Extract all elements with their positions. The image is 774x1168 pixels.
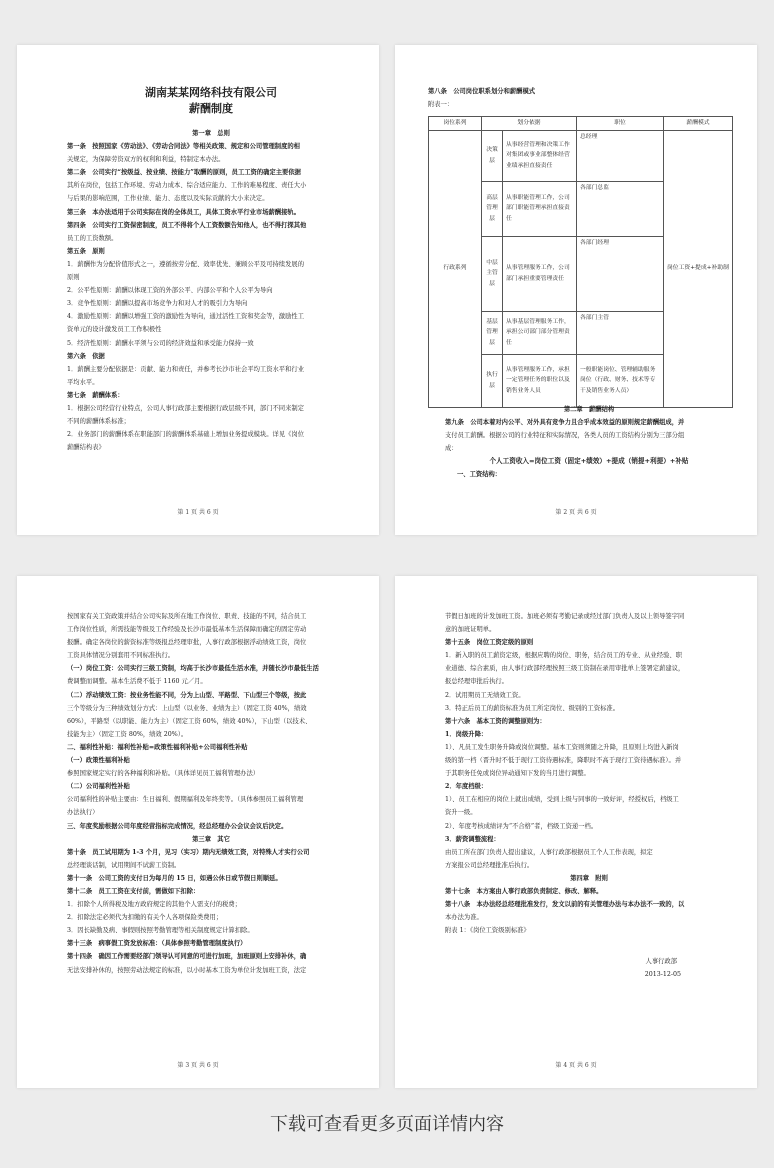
article-heading: 第八条 公司岗位职系划分和薪酬模式	[428, 88, 536, 95]
document-page-1	[17, 45, 379, 535]
text-line: 60%），平路型（以职能、能力为主）（固定工资 60%，绩效 40%），下山型（以技术、	[67, 717, 312, 725]
text-line: 三、年度奖励根据公司年度经营指标完成情况，经总经理办公会议会议后決定。	[67, 822, 288, 830]
text-line: 三个等级分为三种绩效划分方式：上山型（以业务、业绩为主）（固定工资 40%，绩效	[67, 704, 307, 712]
table-caption: 附表一：	[428, 101, 454, 109]
text-line: 2．扣除法定必须代为扣缴的有关个人各项保险类费用；	[67, 914, 223, 922]
text-line: 级的第一档（晋升时不低于现行工资待遇标准，降职时不高于现行工资待遇标准）。并	[445, 757, 682, 765]
page-content	[428, 85, 733, 111]
text-line: （一）政策性福利补贴	[67, 757, 130, 765]
text-line: 参照国家规定实行的各种福利和补贴。（具体详见员工福利管理办法）	[67, 770, 260, 778]
text-line: 2．公平性原则：薪酬以体现工资的外部公平、内部公平和个人公平为导向	[67, 287, 273, 295]
text-line: 1）、凡员工发生职务升降或岗位调整。基本工资则须随之升降，且原则上均进入新岗	[445, 743, 679, 751]
position-table	[428, 116, 733, 408]
text-line: 第十一条 公司工资的支付日为每月的 15 日，如遇公休日或节假日则顺延。	[67, 874, 282, 882]
page-footer: 第 1 页 共 6 页	[177, 509, 219, 516]
text-line: 由员工所在部门负责人提出建议，人事行政部根据员工个人工作表现，拟定	[445, 848, 653, 856]
basis-cell: 从事经营管理和决策工作对集团或事业部整体经营业绩承担直接责任	[503, 130, 577, 181]
page-content	[445, 403, 733, 482]
page-content	[67, 85, 355, 454]
page-content	[445, 610, 733, 982]
text-line: 1．薪酬主要分配依据是：贡献、能力和责任，并参考长沙市社会平均工资水平和行业	[67, 365, 304, 373]
table-header: 职位	[577, 117, 664, 131]
text-line: 第十四条 确因工作需要经部门领导认可同意的可进行加班，加班原则上安排补休，确	[67, 953, 307, 961]
text-line: 1．新入职的员工薪资定级，根据应聘的岗位、职务，结合员工的专业、从业经验、职	[445, 652, 682, 660]
text-line: 3．薪资调整流程：	[445, 835, 500, 843]
text-line: （二）公司福利性补贴	[67, 783, 130, 791]
company-name: 湖南某某网络科技有限公司	[145, 86, 277, 99]
text-line: 工作岗位性质，所需技能等级及工作经验及长沙市最低基本生活保障而确定的固定劳动	[67, 626, 307, 634]
text-line: 第十六条 基本工资的调整原则为：	[445, 717, 546, 725]
chapter-heading: 第三章 其它	[192, 835, 230, 843]
table-header: 薪酬模式	[664, 117, 733, 131]
text-line: 第三条 本办法适用于公司实际在岗的全体员工，具体工资水平行业市场薪酬接轨。	[67, 208, 300, 216]
document-page-2	[395, 45, 757, 535]
text-line: 技能为主）（固定工资 80%，绩效 20%）。	[67, 730, 188, 738]
text-line: 2）、年度考核成绩评为“不合格”者，档级工资递一档。	[445, 822, 598, 830]
table-header: 划分依据	[482, 117, 577, 131]
text-line: 二、福利性补贴：福利性补贴=政策性福利补贴+公司福利性补贴	[67, 743, 248, 751]
text-line: 4．激励性原则：薪酬以增强工资的激励性为导向，通过活性工资和奖金等，激励性工	[67, 313, 304, 321]
chapter-heading: 第二章 薪酬结构	[563, 406, 615, 413]
text-line: 员工的工资数额。	[67, 234, 118, 242]
page-footer: 第 3 页 共 6 页	[177, 1062, 219, 1069]
text-line: 附表 1：《岗位工资级别标准》	[445, 927, 530, 935]
text-line: 第十二条 员工工资在支付前，需做如下扣除：	[67, 887, 200, 895]
text-line: 第十五条 岗位工资定级的原则	[445, 639, 534, 647]
text-line: 公司福利性的补贴主要由：生日福利、假期福利及年终奖等。（具体参照员工福利管理	[67, 796, 304, 804]
text-line: 原则	[67, 274, 80, 282]
position-cell: 总经理	[577, 130, 664, 181]
text-line: 办法执行）	[67, 809, 99, 817]
text-line: （一）岗位工资：公司实行三级工资制，均高于长沙市最低生活水准，并随长沙市最低生活	[67, 665, 319, 673]
text-line: 工资具体情况分别套用不同标准执行。	[67, 652, 175, 660]
level-cell: 高层管理层	[482, 181, 503, 236]
text-line: 费调整而调整。基本生活费不低于 1160 元／月。	[67, 678, 207, 686]
document-page-4	[395, 576, 757, 1088]
text-line: 第四条 公司实行工资保密制度，员工不得将个人工资数额告知他人，也不得打探其他	[67, 221, 307, 229]
text-line: 第二条 公司实行“按级益、按业绩、按能力”取酬的原则，员工工资的确定主要依据	[67, 169, 301, 177]
series-cell: 行政系列	[429, 130, 482, 407]
text-line: 意的加班证明单。	[445, 626, 496, 634]
level-cell: 基层管理层	[482, 311, 503, 354]
page-footer: 第 2 页 共 6 页	[555, 509, 597, 516]
text-line: 第九条 公司本着对内公平、对外具有竞争力且合乎成本效益的原则规定薪酬组成，并	[445, 419, 685, 427]
text-line: 1．薪酬作为分配价值形式之一，遵循按劳分配、效率优先、兼顾公平及可持续发展的	[67, 260, 304, 268]
text-line: 平均水平。	[67, 378, 99, 386]
text-line: 于其职务任免或岗位异动通知下发的当月进行调整。	[445, 770, 590, 778]
body-text	[67, 140, 355, 454]
basis-cell: 从事管理服务工作，公司部门承担重要管理责任	[503, 236, 577, 311]
level-cell: 执行层	[482, 354, 503, 407]
text-line: 本办法为准。	[445, 914, 483, 922]
text-line: 总经理谈话制，试用期间不试薪工资制。	[67, 861, 181, 869]
text-line: 2．试用期员工无绩效工资。	[445, 691, 525, 699]
text-line: 支付员工薪酬。根据公司的行业特征和实际情况，各类人员的工资结构分别为三部分组	[445, 432, 685, 440]
body-text	[67, 846, 355, 977]
text-line: 与后果的影响范围，工作业绩、能力、态度以及实际贡献的大小来决定。	[67, 195, 269, 203]
table-header: 岗位系列	[429, 117, 482, 131]
document-page-3	[17, 576, 379, 1088]
download-banner: 下载可查看更多页面详情内容	[270, 1114, 504, 1135]
document-title: 薪酬制度	[189, 102, 233, 115]
table-header-row	[429, 117, 733, 131]
text-line: 第五条 原则	[67, 247, 105, 255]
text-line: 报酬。确定各岗位的薪资标准等级报总经理审批，人事行政部根据浮动绩效工资，岗位	[67, 639, 307, 647]
basis-cell: 从事管理服务工作，承担一定管理任务的职位以及销售业务人员	[503, 354, 577, 407]
text-line: 第十条 员工试用期为 1-3 个月，见习（实习）期内无绩效工资，对特殊人才实行公司	[67, 848, 310, 856]
text-line: 其所在岗位，包括工作环境、劳动力成本、综合适应能力、工作的难易程度、责任大小	[67, 182, 307, 190]
text-line: 第十八条 本办法经总经理批准发行，发文以前的有关管理办法与本办法不一致的，以	[445, 901, 685, 909]
text-line: 资升一级。	[445, 809, 477, 817]
text-line: 不同的薪酬体系标准；	[67, 418, 130, 426]
body-text	[445, 416, 733, 455]
table-row	[429, 130, 733, 181]
text-line: 1）、员工在相应的岗位上就出成绩，受到上级与同事的一致好评，经授权后，档级工	[445, 796, 679, 804]
text-line: 1．扣除个人所得税及地方政府规定的其他个人需支付的税费；	[67, 901, 242, 909]
position-cell: 各部门经理	[577, 236, 664, 311]
text-line: 3．因长缺勤及病、事假则按照考勤管理等相关制度规定计算扣除。	[67, 927, 254, 935]
chapter-heading: 第四章 附则	[570, 874, 608, 882]
text-line: 1．岗级升降：	[445, 730, 488, 738]
text-line: 资单元的设计激发员工工作积极性	[67, 326, 162, 334]
text-line: 第十七条 本方案由人事行政部负责制定、修改、解释。	[445, 887, 603, 895]
text-line: 2．年度档级：	[445, 783, 488, 791]
page-footer: 第 4 页 共 6 页	[555, 1062, 597, 1069]
signature-date: 2013-12-05	[644, 971, 681, 979]
body-text	[445, 610, 733, 872]
text-line: 3．竞争性原则：薪酬以提高市场竞争力和对人才的吸引力为导向	[67, 300, 248, 308]
basis-cell: 从事职能管理工作，公司部门职能管理承担直接责任	[503, 181, 577, 236]
signature-department: 人事行政部	[645, 958, 677, 966]
text-line: 业道德、综合素质，由人事行政部经理按照三级工资制在录用审批单上签署定薪建议，	[445, 665, 685, 673]
text-line: 第六条 依据	[67, 352, 105, 360]
page-content	[67, 610, 355, 977]
text-line: 成：	[445, 445, 458, 453]
text-line: 报总经理审批后执行。	[445, 678, 508, 686]
text-line: 关规定，为保障劳资双方的权利和利益，特制定本办法。	[67, 156, 225, 164]
level-cell: 决策层	[482, 130, 503, 181]
chapter-heading: 第一章 总则	[192, 130, 230, 137]
text-line: （二）浮动绩效工资：按业务性能不同，分为上山型、平路型、下山型三个等级，按此	[67, 691, 307, 699]
position-cell: 各部门总监	[577, 181, 664, 236]
text-line: 1．根据公司经营行业特点，公司人事行政部主要根据行政层级不同，部门不同来制定	[67, 404, 304, 412]
level-cell: 中层主管层	[482, 236, 503, 311]
text-line: 2．业务部门的薪酬体系在职能部门的薪酬体系基础上增加业务提成模块。详见《岗位	[67, 431, 304, 439]
section-heading: 一、工资结构：	[457, 471, 502, 479]
text-line: 第一条 按照国家《劳动法》、《劳动合同法》等相关政策、规定和公司管理制度的相	[67, 143, 300, 151]
text-line: 5．经济性原则：薪酬水平须与公司的经济效益和承受能力保持一致	[67, 339, 254, 347]
text-line: 第十三条 病事假工资发放标准：（具体参照考勤管理制度执行）	[67, 940, 247, 948]
text-line: 无法安排补休的，按照劳动法规定的标准，以小时基本工资为单位计发加班工资，法定	[67, 966, 307, 974]
text-line: 薪酬结构表》	[67, 444, 105, 452]
text-line: 方案报公司总经理批准后执行。	[445, 861, 534, 869]
position-cell: 一般职能岗位、管理辅助服务岗位（行政、财务、技术等专干及销售业务人员）	[577, 354, 664, 407]
basis-cell: 从事基层管理服务工作，承担公司部门部分管理责任	[503, 311, 577, 354]
body-text	[67, 610, 355, 833]
position-cell: 各部门主管	[577, 311, 664, 354]
pay-mode-cell: 岗位工资+提成+补助制	[664, 130, 733, 407]
text-line: 按国家有关工资政策并结合公司实际及所在地工作岗位、职责、技能的不同，结合员工	[67, 613, 307, 620]
text-line: 节假日加班的计发加班工资。加班必须有考勤记录或经过部门负责人及以上领导签字同	[445, 613, 685, 620]
text-line: 第七条 薪酬体系：	[67, 391, 124, 399]
text-line: 3．特正后员工的薪资标准为员工所定岗位、级别的工资标准。	[445, 704, 620, 712]
body-text	[445, 885, 733, 937]
pay-formula: 个人工资收入=岗位工资（固定+绩效）+提成（销提+利提）+补贴	[489, 457, 689, 466]
